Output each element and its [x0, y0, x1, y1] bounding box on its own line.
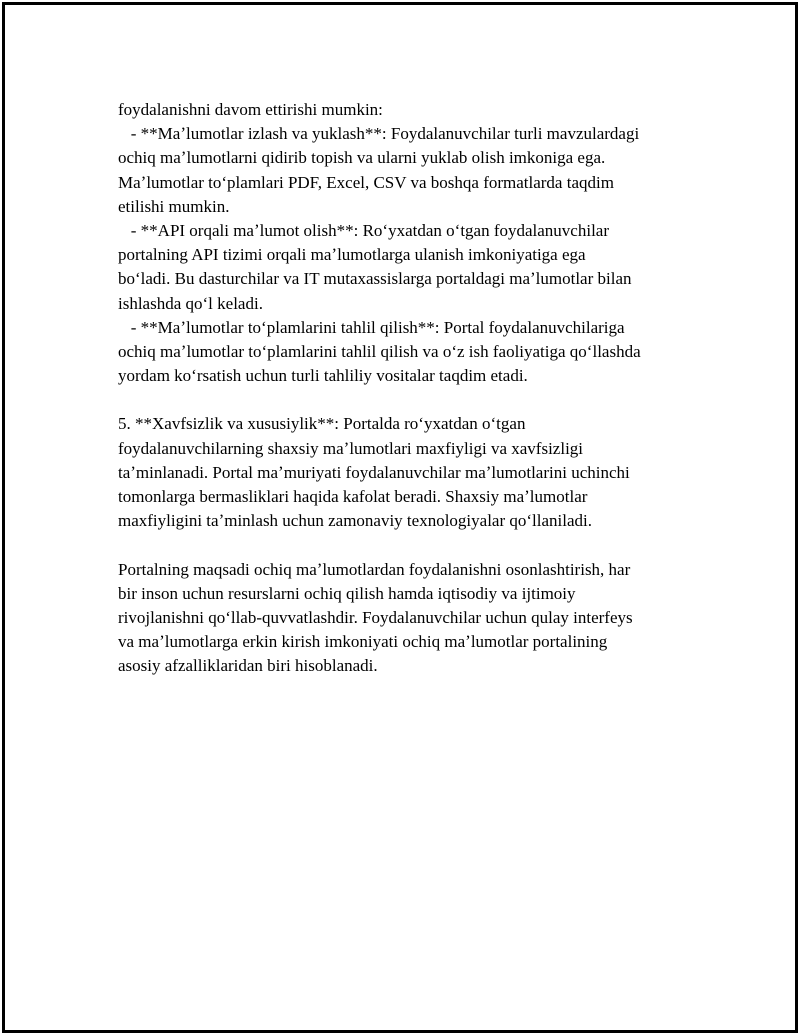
paragraph-gap	[118, 388, 708, 412]
text-line: rivojlanishni qoʻllab-quvvatlashdir. Foydalanuvchilar uchun qulay interfeys	[118, 607, 633, 627]
text-line: - **Maʼlumotlar toʻplamlarini tahlil qilish**: Portal foydalanuvchilariga	[118, 317, 625, 337]
continuation-paragraph	[118, 98, 708, 122]
text-line: foydalanuvchilarning shaxsiy maʼlumotlari maxfiyligi va xavfsizligi	[118, 438, 584, 458]
bullet-api-access	[118, 219, 708, 316]
section-security-privacy	[118, 412, 708, 533]
text-line: 5. **Xavfsizlik va xususiylik**: Portalda roʻyxatdan oʻtgan	[118, 414, 526, 434]
bullet-data-search	[118, 122, 708, 219]
text-line: Portalning maqsadi ochiq maʼlumotlardan foydalanishni osonlashtirish, har	[118, 559, 631, 579]
text-line: maxfiyligini taʼminlash uchun zamonaviy texnologiyalar qoʻllaniladi.	[118, 511, 592, 531]
text-line: va maʼlumotlarga erkin kirish imkoniyati ochiq maʼlumotlar portalining	[118, 632, 608, 652]
text-line: ochiq maʼlumotlar toʻplamlarini tahlil qilish va oʻz ish faoliyatiga qoʻllashda	[118, 341, 641, 361]
text-line: bir inson uchun resurslarni ochiq qilish hamda iqtisodiy va ijtimoiy	[118, 583, 576, 603]
text-line: tomonlarga bermasliklari haqida kafolat beradi. Shaxsiy maʼlumotlar	[118, 487, 588, 506]
bullet-data-analysis	[118, 316, 708, 389]
conclusion-paragraph	[118, 558, 708, 679]
text-line: boʻladi. Bu dasturchilar va IT mutaxassislarga portaldagi maʼlumotlar bilan	[118, 269, 632, 289]
paragraph-gap	[118, 533, 708, 557]
document-body	[118, 98, 708, 679]
text-line: ochiq maʼlumotlarni qidirib topish va ularni yuklab olish imkoniga ega.	[118, 148, 606, 168]
text-line: - **Maʼlumotlar izlash va yuklash**: Foydalanuvchilar turli mavzulardagi	[118, 124, 640, 144]
document-page	[2, 2, 798, 1033]
text-line: yordam koʻrsatish uchun turli tahliliy vositalar taqdim etadi.	[118, 366, 528, 386]
text-line: foydalanishni davom ettirishi mumkin:	[118, 100, 383, 119]
text-line: portalning API tizimi orqali maʼlumotlarga ulanish imkoniyatiga ega	[118, 245, 586, 265]
text-line: etilishi mumkin.	[118, 196, 230, 216]
text-line: asosiy afzalliklaridan biri hisoblanadi.	[118, 656, 378, 676]
text-line: Maʼlumotlar toʻplamlari PDF, Excel, CSV va boshqa formatlarda taqdim	[118, 172, 614, 192]
text-line: - **API orqali maʼlumot olish**: Roʻyxatdan oʻtgan foydalanuvchilar	[118, 220, 610, 240]
text-line: taʼminlanadi. Portal maʼmuriyati foydalanuvchilar maʼlumotlarini uchinchi	[118, 462, 630, 482]
text-line: ishlashda qoʻl keladi.	[118, 293, 263, 313]
